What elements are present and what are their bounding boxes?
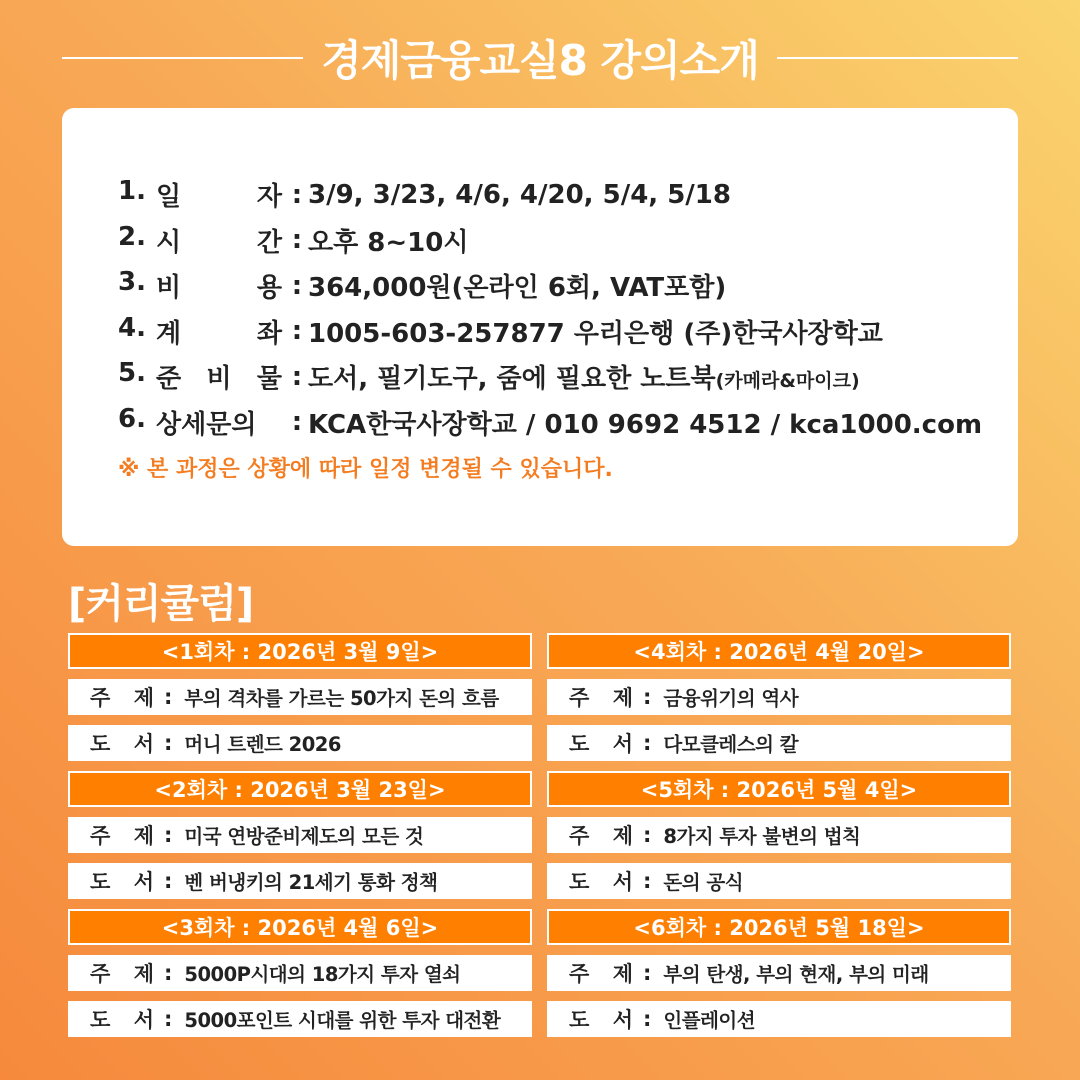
- header-line-left: [62, 57, 303, 59]
- session-book-row: [547, 725, 1011, 761]
- session-header: <5회차 : 2026년 5월 4일>: [547, 771, 1011, 807]
- session-topic-row: [547, 817, 1011, 853]
- row-key-char: 도: [569, 870, 590, 894]
- info-row-account: [118, 309, 998, 355]
- row-key-char: 주: [90, 686, 111, 710]
- info-row-time: [118, 218, 998, 264]
- info-label-char: 물: [256, 364, 282, 395]
- session-block: [68, 633, 532, 761]
- row-colon: :: [643, 869, 652, 893]
- session-block: [68, 909, 532, 1037]
- session-topic-row: [68, 679, 532, 715]
- session-header: <1회차 : 2026년 3월 9일>: [68, 633, 532, 669]
- row-colon: :: [643, 961, 652, 985]
- session-book: 5000포인트 시대를 위한 투자 대전환: [184, 1009, 501, 1032]
- row-key-char: 주: [569, 824, 590, 848]
- page-title: 경제금융교실8 강의소개: [321, 36, 759, 85]
- row-colon: :: [164, 823, 173, 847]
- row-colon: :: [643, 1007, 652, 1031]
- row-key-char: 주: [569, 686, 590, 710]
- session-book-row: [547, 1001, 1011, 1037]
- session-topic-row: [68, 817, 532, 853]
- row-key-char: 서: [133, 870, 154, 894]
- row-key-char: 서: [612, 732, 633, 756]
- row-colon: :: [643, 823, 652, 847]
- session-book-row: [68, 863, 532, 899]
- info-label-char: 일: [156, 182, 182, 213]
- schedule-notice: ※ 본 과정은 상황에 따라 일정 변경될 수 있습니다.: [118, 457, 613, 482]
- row-key-char: 도: [569, 732, 590, 756]
- info-value: 3/9, 3/23, 4/6, 4/20, 5/4, 5/18: [308, 179, 731, 210]
- info-number: 1.: [118, 176, 146, 207]
- info-value: 오후 8~10시: [308, 227, 469, 258]
- session-book: 벤 버냉키의 21세기 통화 정책: [184, 871, 438, 894]
- session-book-row: [68, 725, 532, 761]
- session-topic: 부의 격차를 가르는 50가지 돈의 흐름: [184, 687, 499, 710]
- info-label-char: 시: [156, 227, 182, 258]
- info-label-char: 준: [156, 364, 182, 395]
- curriculum-title: [커리큘럼]: [68, 581, 254, 627]
- info-colon: :: [291, 270, 303, 301]
- session-block: [68, 771, 532, 899]
- row-key-char: 제: [133, 824, 154, 848]
- info-colon: :: [291, 316, 303, 347]
- info-number: 4.: [118, 312, 146, 343]
- header-line-right: [777, 57, 1018, 59]
- info-label-char: 계: [156, 318, 182, 349]
- row-key-char: 도: [90, 732, 111, 756]
- session-topic: 미국 연방준비제도의 모든 것: [184, 825, 424, 848]
- session-book: 돈의 공식: [663, 871, 744, 894]
- info-colon: :: [291, 407, 303, 438]
- page-header: [62, 22, 1018, 94]
- row-colon: :: [643, 685, 652, 709]
- curriculum-column-left: [68, 633, 532, 1037]
- row-key-char: 서: [612, 1008, 633, 1032]
- row-key-char: 제: [612, 824, 633, 848]
- info-label: 상세문의: [156, 409, 257, 440]
- row-colon: :: [164, 961, 173, 985]
- row-key-char: 주: [569, 962, 590, 986]
- session-book: 다모클레스의 칼: [663, 733, 799, 756]
- info-label-char: 자: [256, 182, 282, 213]
- session-book: 머니 트렌드 2026: [184, 733, 341, 756]
- session-topic-row: [547, 955, 1011, 991]
- info-label-char: 간: [256, 227, 282, 258]
- info-number: 6.: [118, 403, 146, 434]
- info-number: 2.: [118, 221, 146, 252]
- info-colon: :: [291, 225, 303, 256]
- row-key-char: 도: [90, 870, 111, 894]
- row-key-char: 서: [133, 1008, 154, 1032]
- info-row-cost: [118, 263, 998, 309]
- info-number: 3.: [118, 267, 146, 298]
- info-number: 5.: [118, 358, 146, 389]
- info-label-char: 비: [206, 364, 232, 395]
- row-key-char: 제: [133, 686, 154, 710]
- session-book-row: [547, 863, 1011, 899]
- row-key-char: 주: [90, 962, 111, 986]
- row-colon: :: [164, 1007, 173, 1031]
- row-colon: :: [164, 869, 173, 893]
- session-block: [547, 771, 1011, 899]
- row-key-char: 서: [133, 732, 154, 756]
- info-row-date: [118, 172, 998, 218]
- info-value: [308, 358, 860, 395]
- session-topic-row: [68, 955, 532, 991]
- session-topic: 8가지 투자 불변의 법칙: [663, 825, 861, 848]
- row-key-char: 도: [90, 1008, 111, 1032]
- session-header: <3회차 : 2026년 4월 6일>: [68, 909, 532, 945]
- info-row-supplies: [118, 354, 998, 400]
- row-key-char: 서: [612, 870, 633, 894]
- row-key-char: 제: [612, 962, 633, 986]
- row-colon: :: [164, 731, 173, 755]
- session-topic: 부의 탄생, 부의 현재, 부의 미래: [663, 963, 929, 986]
- info-label-char: 비: [156, 273, 182, 304]
- row-colon: :: [164, 685, 173, 709]
- session-header: <2회차 : 2026년 3월 23일>: [68, 771, 532, 807]
- session-header: <4회차 : 2026년 4월 20일>: [547, 633, 1011, 669]
- session-book-row: [68, 1001, 532, 1037]
- session-topic: 금융위기의 역사: [663, 687, 799, 710]
- session-topic-row: [547, 679, 1011, 715]
- row-colon: :: [643, 731, 652, 755]
- row-key-char: 제: [612, 686, 633, 710]
- session-block: [547, 633, 1011, 761]
- info-value-main: 도서, 필기도구, 줌에 필요한 노트북: [308, 364, 716, 395]
- info-value-note: (카메라&마이크): [715, 370, 860, 393]
- curriculum-column-right: [547, 633, 1011, 1037]
- info-colon: :: [291, 361, 303, 392]
- info-list: [118, 172, 998, 445]
- session-topic: 5000P시대의 18가지 투자 열쇠: [184, 963, 461, 986]
- info-value: KCA한국사장학교 / 010 9692 4512 / kca1000.com: [308, 409, 983, 440]
- info-label-char: 좌: [256, 318, 282, 349]
- info-row-contact: [118, 400, 998, 446]
- session-block: [547, 909, 1011, 1037]
- row-key-char: 주: [90, 824, 111, 848]
- session-header: <6회차 : 2026년 5월 18일>: [547, 909, 1011, 945]
- info-value: 364,000원(온라인 6회, VAT포함): [308, 273, 727, 304]
- info-label-char: 용: [256, 273, 282, 304]
- row-key-char: 제: [133, 962, 154, 986]
- row-key-char: 도: [569, 1008, 590, 1032]
- info-colon: :: [291, 179, 303, 210]
- info-value: 1005-603-257877 우리은행 (주)한국사장학교: [308, 318, 883, 349]
- session-book: 인플레이션: [663, 1009, 756, 1032]
